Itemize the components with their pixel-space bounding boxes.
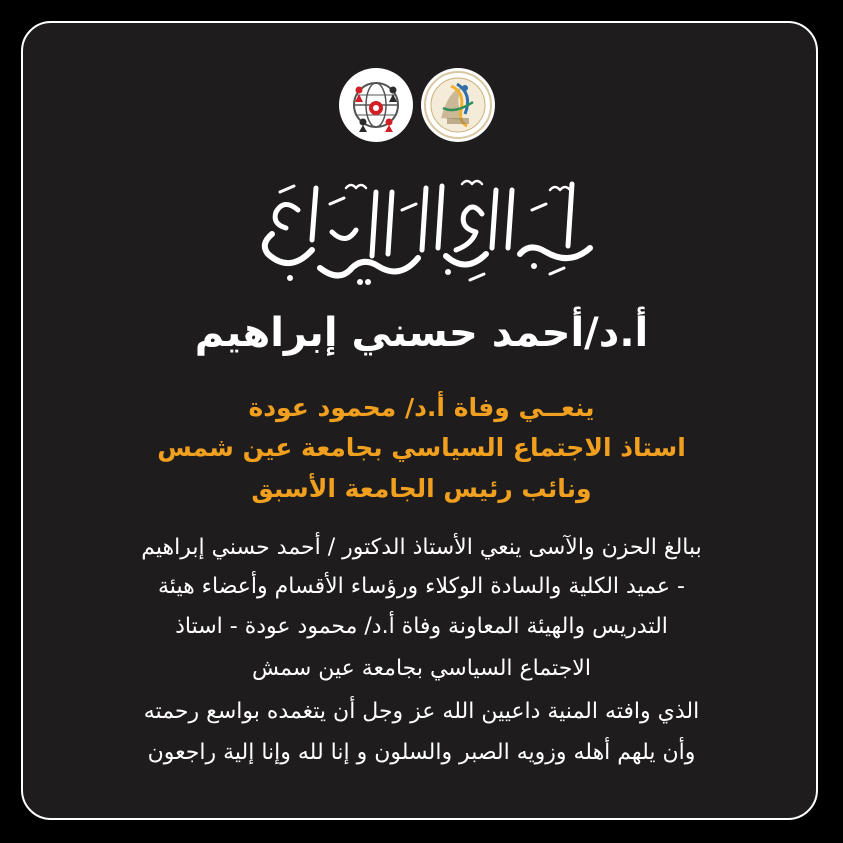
body-text-line: الذي وافته المنية داعيين الله عز وجل أن يتغمده بواسع رحمته xyxy=(143,699,700,724)
announcement-line: ونائب رئيس الجامعة الأسبق xyxy=(251,474,592,503)
announcement-line: استاذ الاجتماع السياسي بجامعة عين شمس xyxy=(157,433,686,462)
globe-logo xyxy=(339,68,413,142)
calligraphy-verse xyxy=(250,170,610,290)
globe-people-icon xyxy=(339,68,413,142)
body-text-line: - عميد الكلية والسادة الوكلاء ورؤساء الأقسام وأعضاء هيئة xyxy=(158,574,685,599)
university-emblem-icon xyxy=(421,68,495,142)
body-text-line: ببالغ الحزن والآسى ينعي الأستاذ الدكتور / أحمد حسني إبراهيم xyxy=(141,535,702,560)
body-text-line: وأن يلهم أهله وزويه الصبر والسلون و إنا لله وإنا إلية راجعون xyxy=(147,740,696,765)
page-title: أ.د/أحمد حسني إبراهيم xyxy=(194,310,649,356)
announcement-line: ينعــي وفاة أ.د/ محمود عودة xyxy=(248,393,595,422)
body-text-line: الاجتماع السياسي بجامعة عين سمش xyxy=(252,656,591,681)
faculty-logo xyxy=(421,68,495,142)
calligraphy-verse-image xyxy=(250,170,610,290)
body-text-line: التدريس والهيئة المعاونة وفاة أ.د/ محمود عودة - استاذ xyxy=(175,614,668,639)
